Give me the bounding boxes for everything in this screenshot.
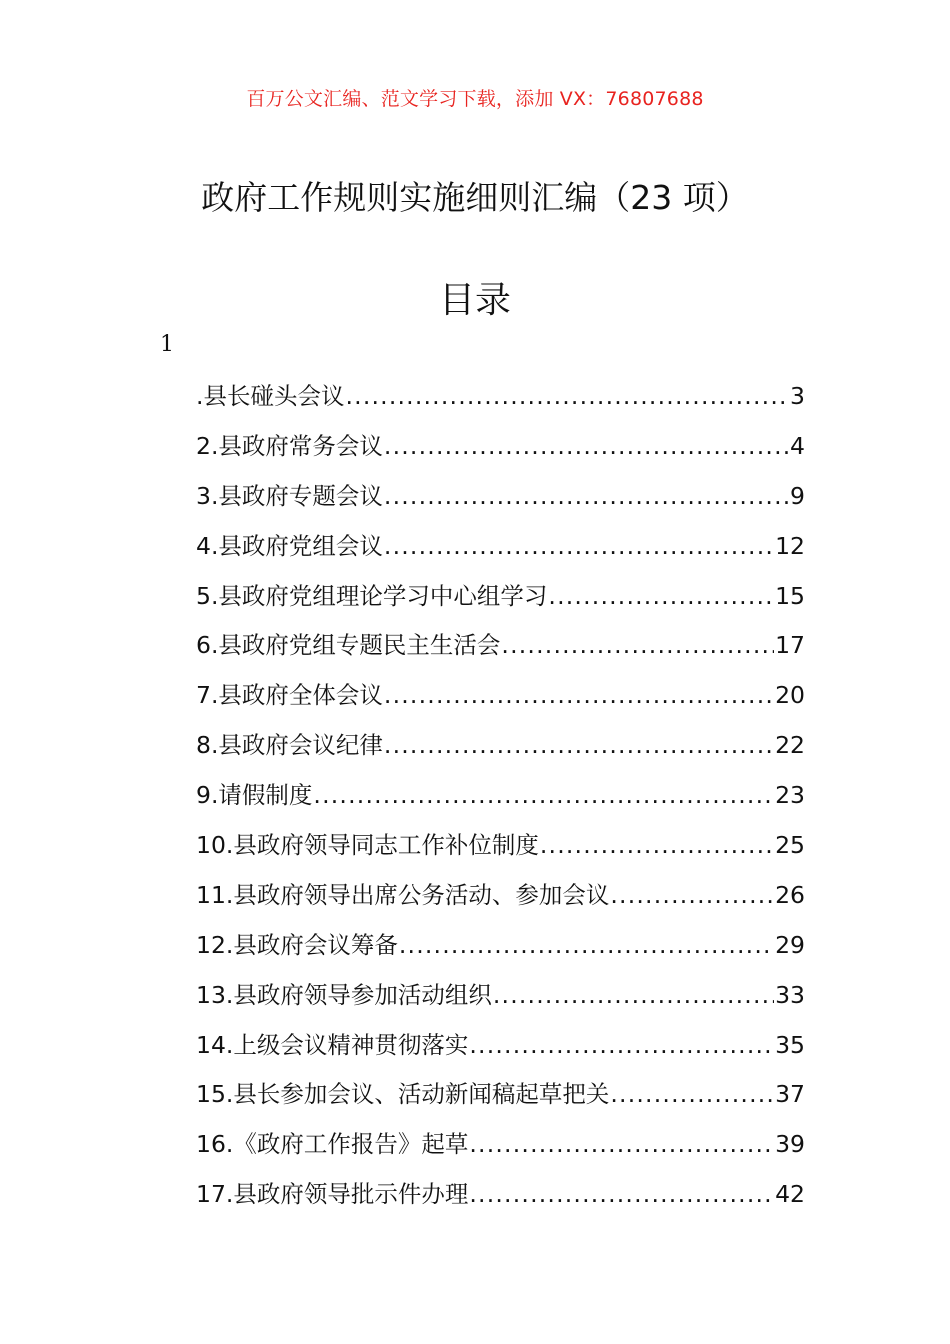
toc-entry-label: 5.县政府党组理论学习中心组学习 <box>196 581 548 610</box>
toc-dot-leader <box>384 424 789 468</box>
toc-entry-page: 29 <box>775 930 805 959</box>
toc-entry-label: 6.县政府党组专题民主生活会 <box>196 631 501 660</box>
toc-dot-leader <box>384 673 774 717</box>
toc-entry[interactable] <box>196 673 805 723</box>
toc-entry-page: 4 <box>790 431 805 460</box>
toc-entry[interactable] <box>196 574 805 624</box>
toc-dot-leader <box>384 524 774 568</box>
toc-entry-label: 15.县长参加会议、活动新闻稿起草把关 <box>196 1080 610 1109</box>
toc-entry-page: 42 <box>775 1180 805 1209</box>
toc-entry-page: 15 <box>775 581 805 610</box>
toc-dot-leader <box>610 1072 774 1116</box>
toc-dot-leader <box>384 723 774 767</box>
toc-entry-page: 17 <box>775 631 805 660</box>
toc-dot-leader <box>540 823 774 867</box>
toc-entry-label: 11.县政府领导出席公务活动、参加会议 <box>196 880 610 909</box>
toc-entry-page: 22 <box>775 731 805 760</box>
toc-dot-leader <box>469 1172 774 1216</box>
watermark-header: 百万公文汇编、范文学习下载，添加 VX：76807688 <box>246 88 704 110</box>
table-of-contents <box>196 374 805 1222</box>
document-title: 政府工作规则实施细则汇编（23 项） <box>201 178 749 217</box>
toc-entry-page: 26 <box>775 880 805 909</box>
toc-entry-label: 17.县政府领导批示件办理 <box>196 1180 469 1209</box>
toc-dot-leader <box>384 474 789 518</box>
toc-entry-page: 39 <box>775 1130 805 1159</box>
toc-dot-leader <box>493 973 774 1017</box>
toc-entry-label: 10.县政府领导同志工作补位制度 <box>196 831 539 860</box>
toc-dot-leader <box>610 873 774 917</box>
toc-entry-label: .县长碰头会议 <box>196 382 345 410</box>
toc-entry[interactable] <box>196 723 805 773</box>
toc-dot-leader <box>501 623 774 667</box>
toc-entry[interactable] <box>196 474 805 524</box>
toc-entry-label: 16.《政府工作报告》起草 <box>196 1130 469 1159</box>
toc-entry[interactable] <box>196 1122 805 1172</box>
toc-dot-leader <box>469 1023 774 1067</box>
toc-dot-leader <box>399 923 774 967</box>
toc-entry-page: 23 <box>775 781 805 810</box>
toc-entry-page: 12 <box>775 531 805 560</box>
toc-entry[interactable] <box>196 773 805 823</box>
toc-entry-page: 37 <box>775 1080 805 1109</box>
toc-entry-page: 3 <box>790 382 805 410</box>
toc-dot-leader <box>469 1122 774 1166</box>
toc-entry-page: 33 <box>775 980 805 1009</box>
toc-entry[interactable] <box>196 374 805 424</box>
toc-entry[interactable] <box>196 973 805 1023</box>
toc-entry[interactable] <box>196 873 805 923</box>
toc-entry-label: 14.上级会议精神贯彻落实 <box>196 1030 469 1059</box>
toc-entry-page: 20 <box>775 681 805 710</box>
toc-entry[interactable] <box>196 823 805 873</box>
toc-dot-leader <box>345 374 789 418</box>
toc-entry[interactable] <box>196 1023 805 1073</box>
toc-entry-label: 3.县政府专题会议 <box>196 481 383 510</box>
toc-entry-page: 9 <box>790 481 805 510</box>
toc-entry-page: 25 <box>775 831 805 860</box>
toc-entry-label: 9.请假制度 <box>196 781 313 810</box>
toc-entry-label: 8.县政府会议纪律 <box>196 731 383 760</box>
toc-entry-page: 35 <box>775 1030 805 1059</box>
toc-entry-label: 2.县政府常务会议 <box>196 431 383 460</box>
toc-heading: 目录 <box>438 280 511 321</box>
toc-entry[interactable] <box>196 1172 805 1222</box>
toc-entry[interactable] <box>196 524 805 574</box>
toc-entry-label: 7.县政府全体会议 <box>196 681 383 710</box>
toc-entry-label: 12.县政府会议筹备 <box>196 930 398 959</box>
toc-entry[interactable] <box>196 923 805 973</box>
toc-entry[interactable] <box>196 623 805 673</box>
toc-dot-leader <box>548 574 774 618</box>
toc-entry-label: 4.县政府党组会议 <box>196 531 383 560</box>
toc-dot-leader <box>313 773 774 817</box>
stray-list-number: 1 <box>160 332 174 357</box>
toc-entry[interactable] <box>196 1072 805 1122</box>
toc-entry-label: 13.县政府领导参加活动组织 <box>196 980 492 1009</box>
toc-entry[interactable] <box>196 424 805 474</box>
